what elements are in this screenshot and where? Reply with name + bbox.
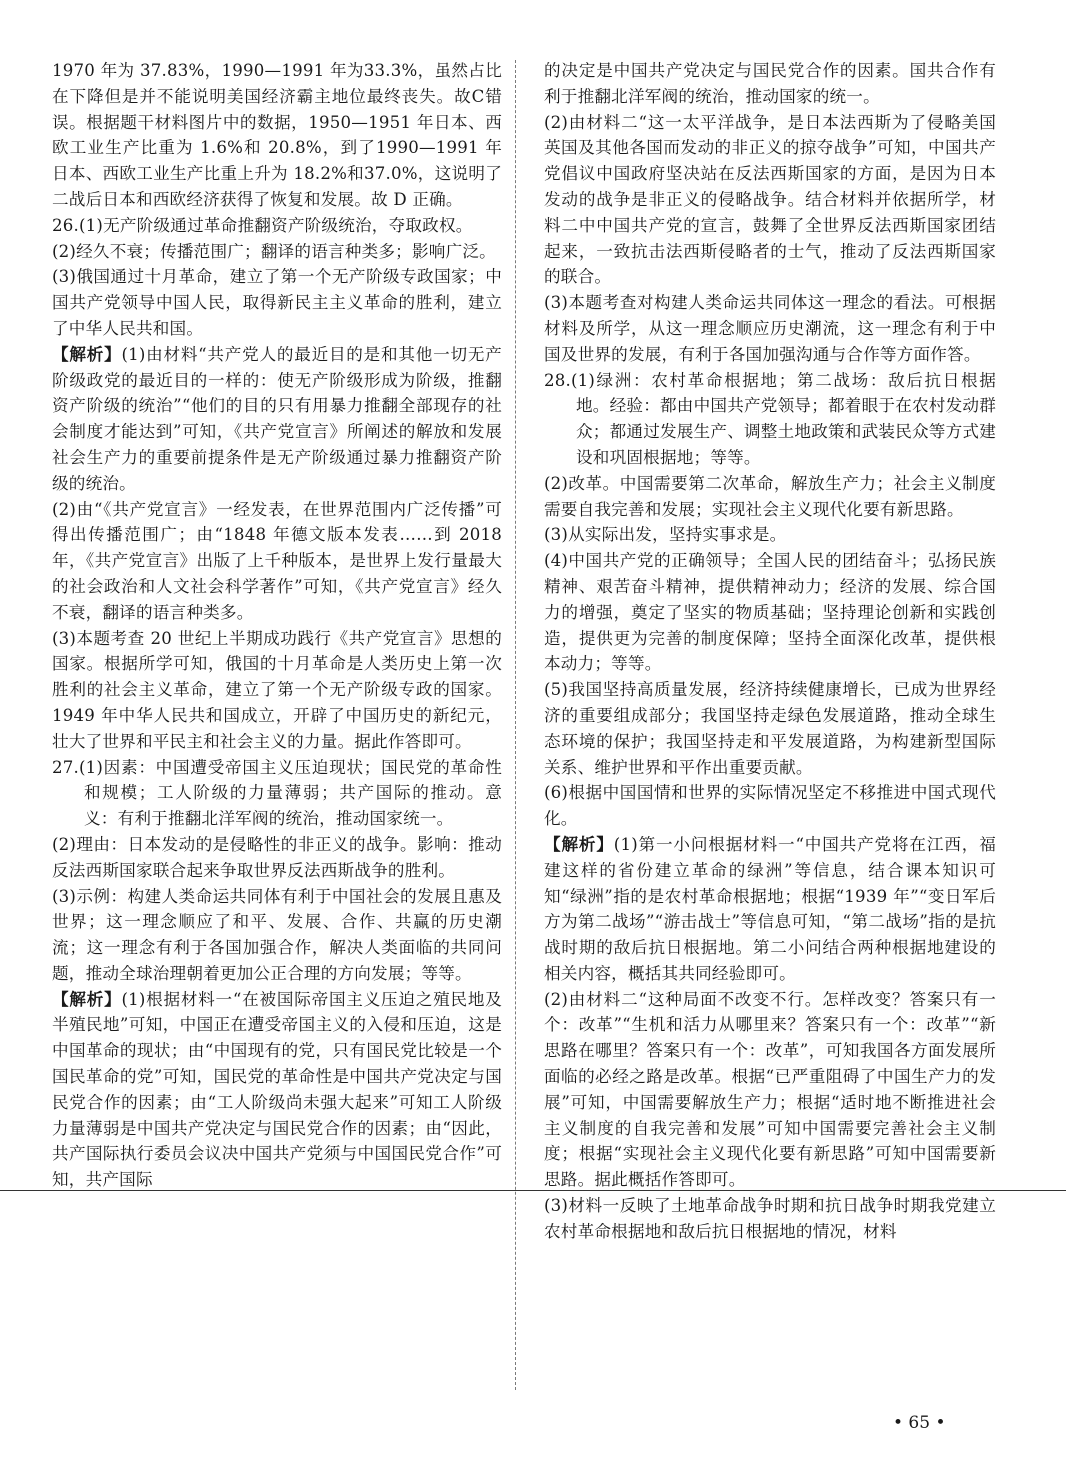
question-27-answer: 27.(1)因素：中国遭受帝国主义压迫现状；国民党的革命性和规模；工人阶级的力量薄弱；共产国际的推动。意义：有利于推翻北洋军阀的统治，推动国家统一。 [52, 757, 502, 829]
paragraph: (4)中国共产党的正确领导；全国人民的团结奋斗；弘扬民族精神、艰苦奋斗精神，提供精神动力；经济的发展、综合国力的增强，奠定了坚实的物质基础；坚持理论创新和实践创造，提供更为完善的制度保障；坚持全面深化改革，提供根本动力；等等。 [544, 551, 996, 674]
paragraph: (3)示例：构建人类命运共同体有利于中国社会的发展且惠及世界；这一理念顺应了和平、发展、合作、共赢的历史潮流；这一理念有利于各国加强合作，解决人类面临的共同问题，推动全球治理朝着更加公正合理的方向发展；等等。 [52, 886, 502, 983]
analysis-paragraph [52, 987, 502, 1193]
scan-crease-line [0, 1190, 1066, 1191]
paragraph: (3)从实际出发，坚持实事求是。 [544, 525, 787, 545]
analysis-paragraph [52, 342, 502, 497]
paragraph: (2)理由：日本发动的是侵略性的非正义的战争。影响：推动反法西斯国家联合起来争取世界反法西斯战争的胜利。 [52, 834, 502, 880]
paragraph: (3)俄国通过十月革命，建立了第一个无产阶级专政国家；中国共产党领导中国人民，取得新民主主义革命的胜利，建立了中华人民共和国。 [52, 267, 502, 338]
paragraph: (2)改革。中国需要第二次革命，解放生产力；社会主义制度需要自我完善和发展；实现社会主义现代化要有新思路。 [544, 473, 996, 519]
paragraph: (6)根据中国国情和世界的实际情况坚定不移推进中国式现代化。 [544, 783, 996, 829]
analysis-tag: 【解析】 [52, 343, 122, 364]
page-number: • 65 • [893, 1413, 946, 1433]
paragraph: (3)本题考查对构建人类命运共同体这一理念的看法。可根据材料及所学，从这一理念顺应历史潮流，这一理念有利于中国及世界的发展，有利于各国加强沟通与合作等方面作答。 [544, 293, 996, 364]
paragraph: 1970 年为 37.83%，1990—1991 年为33.3%，虽然占比在下降但是并不能说明美国经济霸主地位最终丧失。故C错误。根据题干材料图片中的数据，1950—1951 年日本、西欧工业生产比重为 1.6%和 20.8%，到了1990—1991 年日本、西欧工业生产比重上升为 18.2%和37.0%，这说明了二战后日本和西欧经济获得了恢复和发展。故 D 正确。 [52, 61, 502, 209]
left-column [52, 58, 502, 1193]
paragraph: (2)由材料二“这一太平洋战争，是日本法西斯为了侵略美国英国及其他各国而发动的非正义的掠夺战争”可知，中国共产党倡议中国政府坚决站在反法西斯国家的方面，是因为日本发动的战争是非正义的侵略战争。结合材料并依据所学，材料二中中国共产党的宣言，鼓舞了全世界反法西斯国家团结起来，一致抗击法西斯侵略者的士气，推动了反法西斯国家的联合。 [544, 112, 996, 287]
paragraph: (2)由材料二“这种局面不改变不行。怎样改变？答案只有一个：改革”“生机和活力从哪里来？答案只有一个：改革”“新思路在哪里？答案只有一个：改革”，可知我国各方面发展所面临的必经之路是改革。根据“已严重阻碍了中国生产力的发展”可知，中国需要解放生产力；根据“适时地不断推进社会主义制度的自我完善和发展”可知中国需要完善社会主义制度；根据“实现社会主义现代化要有新思路”可知中国需要新思路。据此概括作答即可。 [544, 989, 996, 1190]
paragraph: 的决定是中国共产党决定与国民党合作的因素。国共合作有利于推翻北洋军阀的统治，推动国家的统一。 [544, 61, 996, 106]
analysis-text: (1)第一小问根据材料一“中国共产党将在江西，福建这样的省份建立革命的绿洲”等信息，结合课本知识可知“绿洲”指的是农村革命根据地；根据“1939 年”“变日军后方为第二战场”“游击战士”等信息可知，“第二战场”指的是抗战时期的敌后抗日根据地。第二小问结合两种根据地建设的相关内容，概括其共同经验即可。 [544, 834, 996, 983]
analysis-text: (1)由材料“共产党人的最近目的是和其他一切无产阶级政党的最近目的一样的：使无产阶级形成为阶级，推翻资产阶级的统治”“他们的目的只有用暴力推翻全部现存的社会制度才能达到”可知，《共产党宣言》所阐述的解放和发展社会生产力的重要前提条件是无产阶级通过暴力推翻资产阶级的统治。 [52, 344, 502, 493]
analysis-tag: 【解析】 [52, 988, 122, 1009]
question-28-answer: 28.(1)绿洲：农村革命根据地；第二战场：敌后抗日根据地。经验：都由中国共产党领导；都着眼于在农村发动群众；都通过发展生产、调整土地政策和武装民众等方式建设和巩固根据地；等等。 [544, 370, 996, 467]
paragraph: (2)由“《共产党宣言》一经发表，在世界范围内广泛传播”可得出传播范围广；由“1848 年德文版本发表……到 2018 年，《共产党宣言》出版了上千种版本，是世界上发行量最大的社会政治和人文社会科学著作”可知，《共产党宣言》经久不衰，翻译的语言种类多。 [52, 499, 502, 622]
paragraph: (2)经久不衰；传播范围广；翻译的语言种类多；影响广泛。 [52, 241, 496, 261]
right-column [544, 58, 996, 1245]
analysis-tag: 【解析】 [544, 833, 614, 854]
analysis-paragraph [544, 832, 996, 987]
question-26-answer: 26.(1)无产阶级通过革命推翻资产阶级统治，夺取政权。 [52, 215, 473, 235]
paragraph: (3)本题考查 20 世纪上半期成功践行《共产党宣言》思想的国家。根据所学可知，俄国的十月革命是人类历史上第一次胜利的社会主义革命，建立了第一个无产阶级专政的国家。1949 年中华人民共和国成立，开辟了中国历史的新纪元，壮大了世界和平民主和社会主义的力量。据此作答即可。 [52, 628, 502, 751]
paragraph: (5)我国坚持高质量发展，经济持续健康增长，已成为世界经济的重要组成部分；我国坚持走绿色发展道路，推动全球生态环境的保护；我国坚持走和平发展道路，为构建新型国际关系、维护世界和平作出重要贡献。 [544, 680, 996, 777]
paragraph: (3)材料一反映了土地革命战争时期和抗日战争时期我党建立农村革命根据地和敌后抗日根据地的情况，材料 [544, 1196, 996, 1241]
analysis-text: (1)根据材料一“在被国际帝国主义压迫之殖民地及半殖民地”可知，中国正在遭受帝国主义的入侵和压迫，这是中国革命的现状；由“中国现有的党，只有国民党比较是一个国民革命的党”可知，国民党的革命性是中国共产党决定与国民党合作的因素；由“工人阶级尚未强大起来”可知工人阶级力量薄弱是中国共产党决定与国民党合作的因素；由“因此，共产国际执行委员会议决中国共产党须与中国国民党合作”可知，共产国际 [52, 989, 502, 1190]
